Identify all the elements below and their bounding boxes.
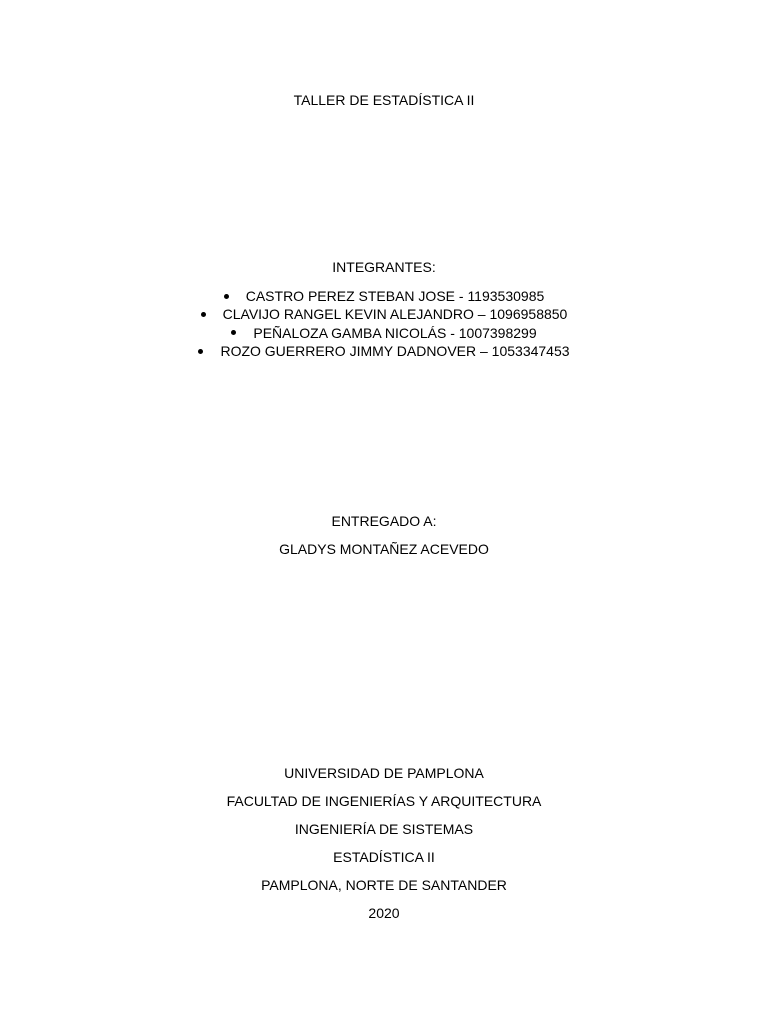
delivered-to-name: GLADYS MONTAÑEZ ACEVEDO xyxy=(279,541,489,557)
members-list xyxy=(0,287,768,360)
bullet-icon xyxy=(224,294,229,299)
delivered-heading: ENTREGADO A: xyxy=(331,513,437,529)
member-item xyxy=(0,287,768,305)
member-name: PEÑALOZA GAMBA NICOLÁS - 1007398299 xyxy=(253,324,537,341)
members-heading: INTEGRANTES: xyxy=(332,259,436,275)
member-name: CLAVIJO RANGEL KEVIN ALEJANDRO – 1096958850 xyxy=(222,306,568,323)
member-item xyxy=(0,324,768,342)
program-name: INGENIERÍA DE SISTEMAS xyxy=(294,821,474,837)
member-name: CASTRO PEREZ STEBAN JOSE - 1193530985 xyxy=(245,288,545,304)
bullet-icon xyxy=(198,349,203,354)
faculty-name: FACULTAD DE INGENIERÍAS Y ARQUITECTURA xyxy=(226,793,542,809)
bullet-icon xyxy=(231,330,236,335)
member-item xyxy=(0,342,768,360)
location-text: PAMPLONA, NORTE DE SANTANDER xyxy=(261,877,507,893)
member-name: ROZO GUERRERO JIMMY DADNOVER – 1053347453 xyxy=(220,342,570,359)
course-name: ESTADÍSTICA II xyxy=(333,849,435,865)
year-text: 2020 xyxy=(368,905,400,921)
university-name: UNIVERSIDAD DE PAMPLONA xyxy=(284,765,484,781)
bullet-icon xyxy=(201,312,206,317)
member-item xyxy=(0,305,768,323)
document-title: TALLER DE ESTADÍSTICA II xyxy=(293,92,475,108)
